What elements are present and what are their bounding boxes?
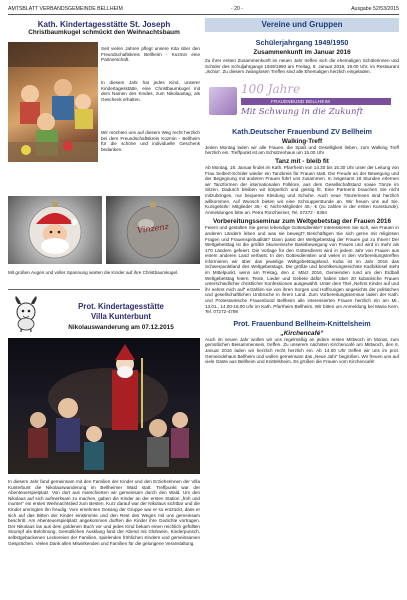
- article-schuelerjahrgang-text: Zu ihrer ersten Zusammenkunft im neuen Jahr treffen sich die ehemaligen Schülerinnen und Schüler des Schuljahrgangs 1949/1950 am Freitag, 8. Januar 2016, 19.00 Uhr, im Restaurant „Ischia“. Zu diesem zwanglosen Treffen sind alle Ehemaligen herzlich eingeladen.: [205, 58, 399, 75]
- left-column: [8, 18, 200, 596]
- article-schuelerjahrgang-subtitle: Zusammenkunft im Januar 2016: [253, 49, 351, 56]
- article-kita-st-joseph-title: Kath. Kindertagesstätte St. Joseph: [37, 20, 171, 29]
- banner-slogan: Mit Schwung in die Zukunft: [241, 106, 364, 117]
- article-kdfb-tanz-title: Tanz mit - bleib fit: [275, 157, 329, 165]
- children-table-illustration: [8, 42, 98, 162]
- header-issue: Ausgabe 52/53/2015: [351, 5, 399, 12]
- villa-kunterbunt-logo: [12, 296, 40, 336]
- section-header-vereine: Vereine und Gruppen: [205, 18, 399, 32]
- banner-100-jahre: 100 Jahre: [241, 81, 301, 96]
- article-kdfb-walking-title: Walking-Treff: [281, 137, 323, 145]
- article-prot-frauenbund-subtitle: „Kirchencafé“: [280, 329, 324, 337]
- article-schuelerjahrgang-title: Schülerjahrgang 1949/1950: [255, 38, 349, 47]
- article-villa-title-line2: Villa Kunterbunt: [90, 312, 152, 321]
- children-table-photo: [8, 42, 98, 162]
- header-publication: AMTSBLATT VERBANDSGEMEINDE BELLHEIM: [8, 5, 123, 12]
- article-kita-st-joseph-p1: Seit vielen Jahren pflegt unsere Kita über den Freundschaftskreis Bellheim - Kozmin eine Partnerschaft.: [101, 46, 200, 63]
- santa-ornament-photo: [8, 196, 102, 264]
- article-villa-title-line1: Prot. Kindertagesstätte: [78, 302, 164, 311]
- article-kita-st-joseph-p2: In diesem Jahr hat jedes Kind, unserer Kindertagesstätte, eine Christbaumkugel mit dem Namen des Kindes, zum Nikolaustag, als Geschenk erhalten.: [101, 80, 200, 102]
- banner-org-bar: FRAUENBUND BELLHEIM: [241, 98, 391, 105]
- article-kita-st-joseph-p3: Wir möchten uns auf diesem Weg recht herzlich bei dem Freundschaftskreis Kozmin - Bellheim für die schöne und individuelle Geschenk bedanken.: [101, 130, 200, 152]
- article-villa-text: In diesem Jahr fand gemeinsam mit den Familien der Kinder und den Erzieherinnen der Villa Kunterbunt die Nikolauswanderung im Bellheimer Wald statt. Treffpunkt war der Abenteuerspielplatz. Von dort aus marschierten wir gemeinsam durch den Wald. Um den Nikolaus auf sich aufmerksam zu machen, gaben die Kinder an der ersten Station „froh und munter“ ein erstes Weihnachtslied zum Besten. Kurz darauf war der Nikolaus sichtbar und die Kinder umringten ihn freudig. Vom ersehnten Gesang der Gruppe war er so entzückt, dass er sich auf das Bitten der Kinder einstimmte und den Rest des Weges mit uns gemeinsam beschritt. Am Abenteuerspielplatz angekommen durften die Kinder ihre Gedichte vortragen. Der Nikolaus las aus dem goldenen Buch vor und jedes Kind bekam einen reichlich gefüllten Strumpf als Belohnung. Gemütlichen Ausklang fand der Abend mit Glühwein, Kinderpunsch, selbstgebackenen Leckereien der Familien, spielenden fröhlichen Kindern und gemeinsamen Gesprächen. Vielen Dank allen Mitwirkenden und Familien für die gelungene Veranstaltung.: [8, 479, 200, 546]
- article-kdfb-seminar-title: Vorbereitungsseminar zum Weltgebetstag der Frauen 2016: [212, 218, 392, 226]
- frauenbund-100-banner: [205, 79, 399, 125]
- right-column: [205, 18, 399, 596]
- article-kdfb-title: Kath.Deutscher Frauenbund ZV Bellheim: [232, 126, 372, 136]
- article-prot-frauenbund-title: Prot. Frauenbund Bellheim-Knittelsheim: [233, 318, 371, 328]
- name-ornament-photo: [106, 196, 200, 264]
- article-kdfb-seminar-text: Feiern und gestalten Sie gerne lebendige Gottesdienste? Interessieren Sie sich, wie Frauen in anderen Ländern leben und was sie bewegt? Beschäftigen Sie sich gerne mit religiösen Fragen und Frauenspiritualität? Dann passt der Weltgebetstag der Frauen gut zu Ihnen! Der Weltgebetstag ist die größte ökumenische Basisbewegung von Frauen und wird in mehr als 170 Ländern gefeiert. Die Vorlage für den Gottesdienst wird in jedem Jahr von Frauen aus einem anderen Land verfasst. In den Gottesdiensten und vielen in den Vorbereitungstreffen informieren wir über das jeweilige Weltgebetstagsland. Kuba ist im Jahr 2016 das Schwerpunktland des Weltgebetstags. Die größte und bevölkerungsreichste Karibikinsel steht im Mittelpunkt, wenn am Freitag, den 4. März 2016, Gemeinden rund um den Erdball Weltgebetstag feiern. Texte, Lieder und Gebete dafür haben über 20 kubanische Frauen unterschiedlicher christlicher Konfessionen ausgewählt. Unter dem Titel „Nehmt Kinder auf und ihr nehmt mich auf“ erzählen sie von ihren Sorgen und Hoffnungen angesichts der politischen und gesellschaftlichen Umbrüche in ihrem Land. Zum Vorbereitungsseminar laden der Kath. und Protestantische Frauenbund Bellheim alle interessierten Frauen herzlich ein am Mi., 13.01., 14.00-18.00 Uhr im Kath. Pfarrheim Bellheim. Wir bitten um Anmeldung bei Maria Kern, Tel. 07272-4798: [205, 225, 399, 315]
- nikolaus-night-illustration: [8, 338, 200, 474]
- header-page-number: - 20 -: [230, 5, 244, 12]
- nikolaus-night-photo: [8, 338, 200, 474]
- banner-decor-block: [209, 87, 237, 115]
- article-kdfb-tanz-text: Ab Montag, 18. Januar findet im Kath. Pfarrheim von 14.30 bis 15.30 Uhr unter der Leitung von Frau Seibert-Schüler wieder ein Tanzkreis für Frauen statt. Die Freude an der Bewegung und der Begegnung mit anderen Frauen führt uns zusammen. In insgesamt 18 Stunden erlernen wir Tanzformen der internationalen Folklore, aus dem Gesellschaftstanz sowie Tänze im Sitzen. Dadurch bleiben wir körperlich und geistig fit. Eine Partnerin brauchen Sie nicht mitzubringen, nur bequeme Kleidung und Schuhe. Auch neue Tänzerinnen sind herzlich willkommen. Auf Wunsch bieten wir eine Schnupperstunde an. Wir freuen uns auf Sie. Kursgebühr: Mitglieder 36,- €; Nicht-Mitglieder 45,- € (zu zahlen in der ersten Kursstunde). Anmeldungen bitte an: Petra Ronzheimer, Tel. 07272 - 6364: [205, 164, 399, 215]
- article-kdfb-walking-text: Jeden Montag laden wir alle Frauen, die Spaß und Geselligkeit lieben, zum Walking Treff herzlich ein. Treffpunkt ist am Schützenhaus um 15.00 Uhr: [205, 144, 399, 156]
- ornament-name-text: Vinzenz: [136, 221, 170, 236]
- article-kita-st-joseph-subtitle: Christbaumkugel schmückt den Weihnachtsbaum: [28, 29, 180, 36]
- article-villa-subtitle: Nikolauswanderung am 07.12.2015: [68, 324, 174, 331]
- santa-ornament-illustration: [8, 196, 102, 264]
- article-prot-frauenbund-text: Auch im neuen Jahr wollen wir uns regelmäßig an jedem ersten Mittwoch im Monat, zum gemütlichen Beisammensein, treffen. Zu unserem nächsten Kirchencafé am Mittwoch, den 6. Januar 2016 laden wir herzlich recht herzlich ein. Ab 14.00 Uhr treffen wir uns im prot. Gemeindehaus Bellheim und wollen gemeinsam das „Neue Jahr“ begrüßen. Wir freuen uns auf viele Gäste aus Bellheim und Knittelsheim. Es grüßen die Frauen vom Kirchencafé!: [205, 336, 399, 365]
- article-kita-st-joseph-caption: Mit großen Augen und voller Spannung warten die Kinder auf ihre Christbaumkugel.: [8, 270, 179, 275]
- page-header: [8, 3, 399, 15]
- goat-icon: [12, 296, 40, 336]
- article-divider: [8, 289, 200, 290]
